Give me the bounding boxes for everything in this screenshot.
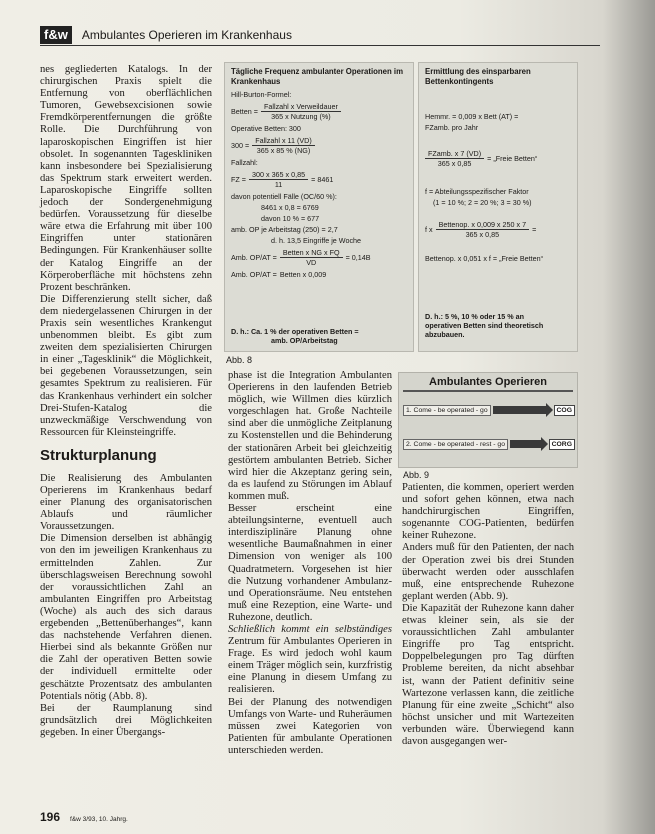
arrow-right-icon: [493, 406, 546, 414]
paragraph: Patienten, die kommen, operiert werden und sofort gehen können, etwa nach handchirurgischen Eingriffen, sogenannte COG-Patienten, bedürfen keiner Ruhezone.: [402, 482, 574, 542]
formula-row: [425, 220, 571, 239]
box-title: Tägliche Frequenz ambulanter Operationen im Krankenhaus: [231, 67, 403, 86]
fraction: [252, 136, 315, 155]
summary-line: operativen Betten sind theoretisch: [425, 321, 544, 330]
arrow-right-icon: [510, 440, 541, 448]
formula-row: [231, 270, 407, 279]
paragraph: [228, 624, 392, 697]
formula-left: FZ =: [231, 175, 246, 184]
formula-line: Hemmr. = 0,009 x Bett (AT) =: [425, 112, 519, 121]
fraction: [280, 248, 343, 267]
formula-left: 300 =: [231, 141, 250, 150]
paragraph: Bei der Planung des notwendigen Umfangs von Warte- und Ruheräumen müssen zwei Kategorien von Patienten für ambulante Operationen unterschieden werden.: [228, 696, 392, 756]
paragraph: Besser erscheint eine abteilungsinterne, eventuell auch interdisziplinäre Planung ohne wesentliche Baumaßnahmen in einer Dimension von weniger als 100 Quadratmetern. Vorgesehen ist hier die Nutzung vorhandener Ambulanz- und Operationsräume. Neu entstehen muß eine Rezeption, eine Warte- und Ruhezone, deutlich.: [228, 503, 392, 623]
paragraph: Bei der Raumplanung sind grundsätzlich drei Möglichkeiten gegeben. In einer Übergangs-: [40, 702, 212, 738]
paragraph: Anders muß für den Patienten, der nach der Operation zwei bis drei Stunden überwacht werden oder ausschlafen muß, eine entsprechende Ruhezone geplant werden (Abb. 9).: [402, 542, 574, 602]
flow-corg: [403, 437, 575, 451]
page-footer: [40, 810, 128, 824]
formula-right: = 8461: [311, 175, 334, 184]
flow-label: 1. Come - be operated - go: [403, 405, 491, 416]
fraction: [261, 102, 341, 121]
fraction: [436, 220, 530, 239]
formula-line: davon 10 % = 677: [261, 214, 320, 223]
summary-line: amb. OP/Arbeitstag: [271, 336, 338, 345]
box-title: Ermittlung des einsparbaren Bettenkontingents: [425, 67, 531, 86]
box-summary: [231, 327, 359, 345]
box-summary: [425, 312, 543, 339]
formula-row: [231, 248, 407, 267]
formula-line: (1 = 10 %; 2 = 20 %; 3 = 30 %): [433, 198, 532, 207]
italic-text: Schließlich kommt ein selbständiges: [228, 623, 392, 635]
numerator: Betten x NG x FQ: [280, 248, 343, 258]
text-column-3: [402, 482, 574, 748]
formula-line: Operative Betten: 300: [231, 124, 301, 133]
method-label: Hill-Burton-Formel:: [231, 90, 292, 99]
paragraph: Die Kapazität der Ruhezone kann daher etwas kleiner sein, als sie der voraussichtlichen Zahl ambulanter Eingriffe pro Tag entspricht. Doppelbelegungen pro Tag dürften Probleme bereiten, da nicht absehbar ist, wann der Patient definitiv seine Wartezone verlassen kann, die zeitliche Planung für eine zweite „Schicht“ also höchst unsicher und mit Wartezeiten verbunden wäre. Überwiegend kann davon ausgegangen wer-: [402, 602, 574, 747]
flow-tag: COG: [554, 405, 575, 416]
formula-left: Amb. OP/AT =: [231, 253, 277, 262]
ambulatory-surgery-diagram: [398, 372, 578, 468]
flow-label: 2. Come - be operated - rest - go: [403, 439, 508, 450]
text-column-1: [40, 64, 212, 739]
diagram-title: Ambulantes Operieren: [403, 373, 573, 392]
bed-contingent-box: [418, 62, 578, 352]
denominator: 365 x 85 % (NG): [256, 146, 311, 155]
paragraph: Die Differenzierung stellt sicher, daß dem niedergelassenen Chirurgen in der Praxis sein wesentliches Krankengut unbenommen bleibt. Es gibt zum zweiten dem spezialisierten Chirurgen in einer „Tagesklinik“ die Möglichkeit, bei gegebenen Voraussetzungen, sein gesamtes Spektrum zu realisieren. Für das Krankenhaus verhindert ein solcher Drei-Stufen-Katalog die unzweckmäßige Verschwendung von Ressourcen für Kleinsteingriffe.: [40, 293, 212, 438]
numerator: Fallzahl x Verweildauer: [261, 102, 341, 112]
formula-row: [231, 102, 407, 121]
formula-line: amb. OP je Arbeitstag (250) = 2,7: [231, 225, 338, 234]
denominator: 365 x 0,85: [437, 159, 472, 168]
formula-left: Betten =: [231, 107, 258, 116]
paragraph: Die Realisierung des Ambulanten Operierens im Krankenhaus bedarf einer Planung des organisatorischen Ablaufs und räumlicher Voraussetzungen.: [40, 472, 212, 533]
numerator: Fallzahl x 11 (VD): [252, 136, 315, 146]
formula-line: d. h. 13,5 Eingriffe je Woche: [271, 236, 362, 245]
paragraph: nes gegliederten Katalogs. In der chirurgischen Praxis spielt die Entfernung von oberflächlichen Tumoren, Gewebsexcisionen sowie Fremdkörperentfernungen die größte Rolle. Die Durchführung von laparoskopischen Eingriffen ist hier obsolet. In sogenannten Tageskliniken kann insbesondere bei Spezialisierung das Spektrum stark erweitert werden. Laparoskopische Eingriffe sollten jedoch der Sondergenehmigung bedürfen. Voraussetzung für dieselbe wäre etwa die Erfahrung mit über 100 Eingriffen unter stationären Bedingungen. Für Krankenhäuser sollte der Katalog Eingriffe an der Körperoberfläche mit höchstens zehn Prozent beschränken.: [40, 64, 212, 293]
formula-line: 8461 x 0,8 = 6769: [261, 203, 319, 212]
flow-tag: CORG: [549, 439, 575, 450]
numerator: 300 x 365 x 0,85: [249, 170, 308, 180]
formula-line: davon potentiell Fälle (OC/60 %):: [231, 192, 337, 201]
formula-right: = „Freie Betten“: [487, 154, 538, 163]
formula-line: Fallzahl:: [231, 158, 258, 167]
page-number: 196: [40, 810, 61, 824]
frequency-formula-box: [224, 62, 414, 352]
formula-right: =: [532, 225, 537, 234]
figure-caption: Abb. 8: [226, 355, 253, 365]
formula-row: [425, 149, 571, 168]
formula-row: [231, 136, 407, 155]
formula-line: f = Abteilungsspezifischer Faktor: [425, 187, 529, 196]
denominator: 365 x 0,85: [465, 230, 500, 239]
formula-row: [231, 170, 407, 189]
denominator: 11: [274, 180, 283, 189]
paragraph: Die Dimension derselben ist abhängig von den im jeweiligen Krankenhaus zu ermittelnden Zahlen. Zur überschlagsweisen Berechnung sowohl der voraussichtlichen Zahl an ambulanten Eingriffen pro Arbeitstag (Woche) als auch des sich daraus ergebenden „Bettenüberhanges“, kann das nachstehende Verfahren dienen. Hierbei sind als bekannte Größen nur die Zahl der operativen Betten sowie der individuell ermittelte oder geschätzte Prozentsatz des ambulanten Potentials nötig (Abb. 8).: [40, 533, 212, 702]
summary-line: D. h.: 5 %, 10 % oder 15 % an: [425, 312, 525, 321]
formula-right: = 0,14B: [345, 253, 371, 262]
flow-cog: [403, 403, 575, 417]
formula-left: Amb. OP/AT =: [231, 270, 277, 279]
formula-left: f x: [425, 225, 433, 234]
numerator: Bettenop. x 0,009 x 250 x 7: [436, 220, 530, 230]
fraction: [425, 149, 484, 168]
text-column-2: [228, 370, 392, 757]
numerator: FZamb. x 7 (VD): [425, 149, 484, 159]
journal-logo: f&w: [40, 26, 72, 44]
running-header: [40, 24, 600, 46]
fraction: [249, 170, 308, 189]
paragraph: phase ist die Integration Ambulanten Operierens in den laufenden Betrieb möglich, wie Willmen dies kürzlich vorgeschlagen hat. Große Nachteile sind aber die unmögliche Zeitplanung zu Kostenstellen und die Behinderung der stationären Arbeit bei gleichzeitig gestörtem ambulanten Betrieb. Sicher wird hier die Akzeptanz gering sein, da es laufend zu Störungen im Ablauf kommen muß.: [228, 370, 392, 502]
formula-line: Bettenop. x 0,051 x f = „Freie Betten“: [425, 254, 544, 263]
text: Zentrum für Ambulantes Operieren in Frage. Es wird jedoch wohl kaum einem Träger möglich sein, kurzfristig eine Planung in diesem Umfang zu realisieren.: [228, 636, 392, 696]
figure-caption: Abb. 9: [403, 470, 430, 480]
formula-line: FZamb. pro Jahr: [425, 123, 479, 132]
section-heading: Strukturplanung: [40, 446, 157, 464]
denominator: VD: [306, 258, 317, 267]
formula-value: Betten x 0,009: [279, 270, 327, 279]
summary-line: D. h.: Ca. 1 % der operativen Betten =: [231, 327, 359, 336]
header-title: Ambulantes Operieren im Krankenhaus: [81, 27, 292, 42]
summary-line: abzubauen.: [425, 330, 465, 339]
issue-info: f&w 3/93, 10. Jahrg.: [70, 816, 128, 823]
denominator: 365 x Nutzung (%): [271, 112, 331, 121]
